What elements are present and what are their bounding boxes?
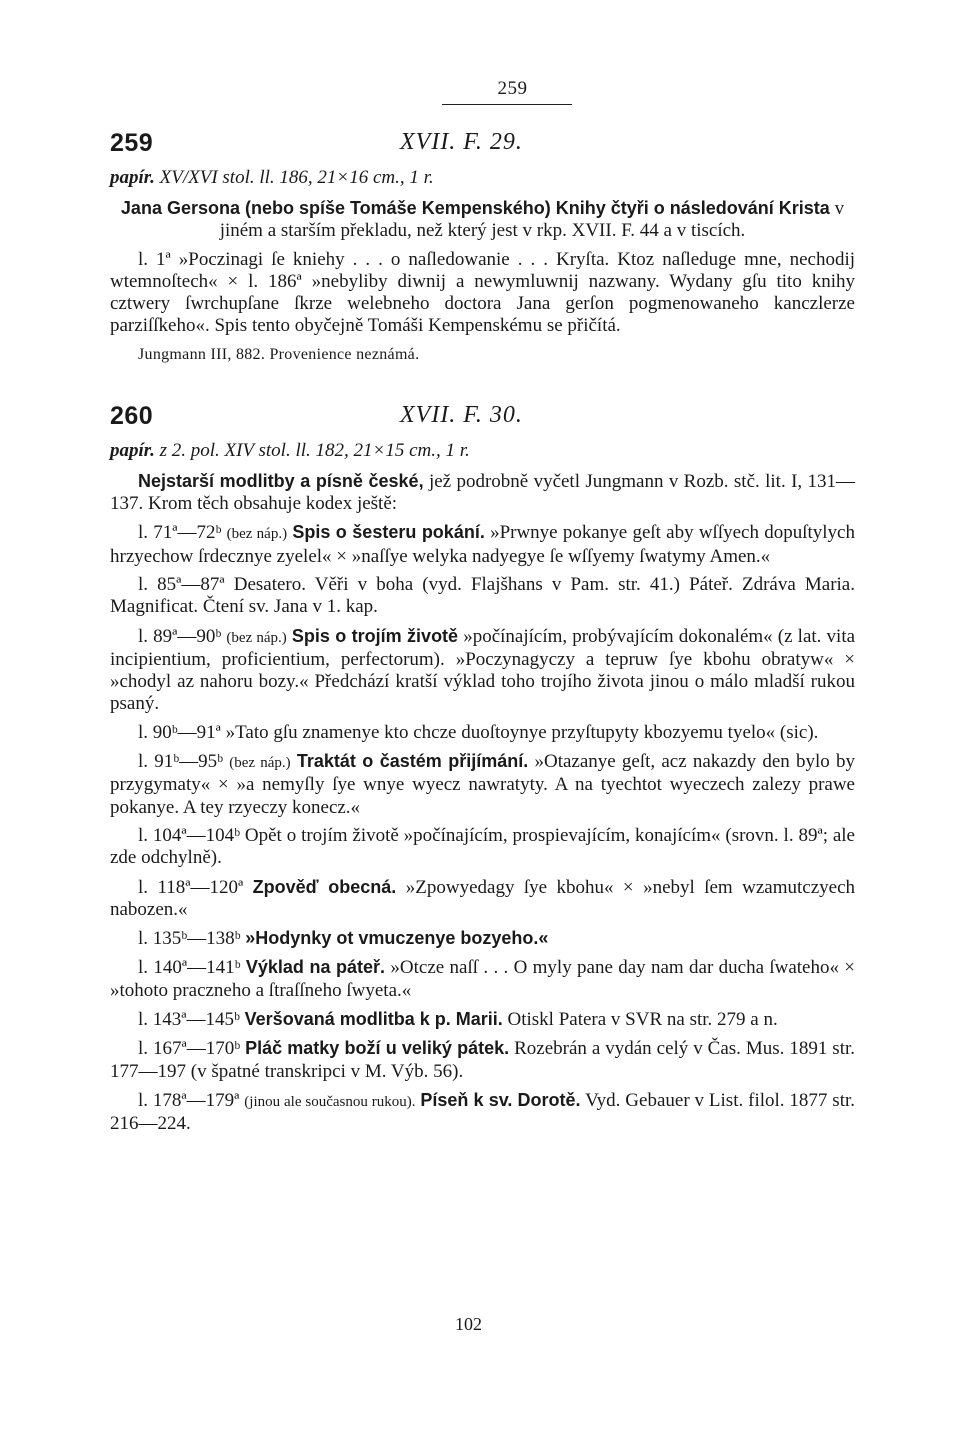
item-loc: l. 135ᵇ—138ᵇ xyxy=(138,928,241,950)
item-note: (bez náp.) xyxy=(226,629,287,646)
list-item: l. 104ª—104ᵇ Opět o trojím životě »počínajícím, prospievajícím, konajícím« (srovn. l. 89ª; ale zde odchylně). xyxy=(110,824,855,869)
item-text: Vyd. Gebauer v List. filol. 1877 str. 216—224. xyxy=(110,1089,856,1135)
item-text: »Otazanye geſt, acz nakazdy den bylo by przygymaty« × »a nemyſly ſye wnye wyecz nawratyty. A na tyechtot wyeczech zalezy prawe pokanye. A tey rzyeczy konecz.« xyxy=(110,751,855,818)
entry-signature: XVII. F. 29. xyxy=(400,129,523,155)
entry-title xyxy=(110,197,855,243)
item-loc: l. 118ª—120ª xyxy=(138,876,244,898)
entry-259 xyxy=(110,129,855,364)
running-header: 259 xyxy=(497,78,528,99)
item-loc: l. 178ª—179ª xyxy=(138,1089,240,1111)
material-type: papír. xyxy=(110,439,155,461)
entry-number: 260 xyxy=(110,401,154,430)
list-item: l. 90ᵇ—91ª »Tato gſu znamenye kto chcze duoſtoynye przyſtupyty kbozyemu tyelo« (sic). xyxy=(138,721,819,743)
entry-material xyxy=(110,167,855,189)
item-title: Výklad na páteř. xyxy=(245,957,386,978)
entry-title-rest: jež podrobně vyčetl Jungmann v Rozb. stč. lit. I, 131—137. Krom těch obsahuje kodex ještě: xyxy=(110,470,856,515)
item-title: Pláč matky boží u veliký pátek. xyxy=(245,1038,510,1059)
material-details: XV/XVI stol. ll. 186, 21×16 cm., 1 r. xyxy=(154,167,434,188)
item-title: Píseň k sv. Dorotě. xyxy=(420,1089,581,1110)
list-item xyxy=(110,625,855,716)
material-type: papír. xyxy=(110,167,155,188)
item-title: Spis o trojím životě xyxy=(291,625,459,646)
item-note: (bez náp.) xyxy=(226,526,288,543)
list-item xyxy=(110,1089,855,1136)
entry-title-bold: Nejstarší modlitby a písně české, xyxy=(138,470,424,491)
list-item xyxy=(110,927,855,950)
item-title: Spis o šesteru pokání. xyxy=(292,522,485,543)
entry-head xyxy=(110,402,855,436)
item-text: Rozebrán a vydán celý v Čas. Mus. 1891 str. 177—197 (v špatné transkripci v M. Výb. 56). xyxy=(110,1038,856,1082)
item-note: (bez náp.) xyxy=(229,755,291,772)
item-text: »Otcze naſſ . . . O myly pane day nam dar ducha ſwateho« × »tohoto praczneho a ſtraſſneho ſwyeta.« xyxy=(110,957,856,1001)
item-text: »Zpowyedagy ſye kbohu« × »nebyl ſem wzamutczyech nabozen.« xyxy=(110,876,856,920)
entry-head xyxy=(110,129,855,163)
material-details: z 2. pol. XIV stol. ll. 182, 21×15 cm., 1 r. xyxy=(154,439,470,461)
item-title: »Hodynky ot vmuczenye bozyeho.« xyxy=(245,928,549,949)
entry-source: Jungmann III, 882. Provenience neznámá. xyxy=(138,345,420,363)
list-item xyxy=(110,521,855,568)
item-title: Veršovaná modlitba k p. Marii. xyxy=(244,1009,503,1030)
list-item xyxy=(110,956,855,1002)
list-item xyxy=(110,876,855,922)
list-item xyxy=(110,1037,855,1083)
item-title: Zpověď obecná. xyxy=(252,876,397,897)
entry-title-bold: Jana Gersona (nebo spíše Tomáše Kempenského) Knihy čtyři o následování Krista xyxy=(120,198,830,218)
entry-material xyxy=(110,440,855,462)
entry-title xyxy=(110,470,855,516)
entry-signature: XVII. F. 30. xyxy=(400,401,523,428)
entry-text: l. 1ª »Poczinagi ſe kniehy . . . o naſledowanie . . . Kryſta. Ktoz naſleduge mne, nechodij wtemnoſtech« × l. 186ª »nebyliby diwnij a newymluwnij nazwany. Wydany gſu tito knihy cztwery ſwrchupſane ſkrze welebneho doctora Jana gerſon pogmenowaneho kanczlerze parziſſkeho«. Spis tento obyčejně Tomáši Kempenskému se přičítá. xyxy=(110,248,855,337)
list-item xyxy=(110,750,855,819)
item-title: Traktát o častém přijímání. xyxy=(296,751,529,772)
item-text: »počínajícím, probývajícím dokonalém« (z lat. vita incipientium, proficientium, perfectorum). »Poczynagyczy a tepruw ſye kbohu obratyw« × »chodyl az nahoru bozy.« Předchází kratší výklad toho trojího života jinou o málo mladší rukou psaný. xyxy=(110,625,856,715)
entry-260 xyxy=(110,402,855,1136)
item-text: »Prwnye pokanye geſt aby wſſyech dopuſtylych hrzyechow ſrdecznye zyelel« × »naſſye welyka nadyegye ſe wſſyemy ſwatymy Amen.« xyxy=(110,522,855,567)
item-loc: l. 89ª—90ᵇ xyxy=(138,625,222,647)
folio-number: 102 xyxy=(455,1314,482,1334)
item-loc: l. 143ª—145ᵇ xyxy=(138,1009,240,1031)
entry-title-rest: v jiném a starším překladu, než který jest v rkp. XVII. F. 44 a v tiscích. xyxy=(219,198,845,242)
item-text: Otiskl Patera v SVR na str. 279 a n. xyxy=(507,1009,778,1031)
list-item xyxy=(110,1008,855,1031)
list-item: l. 85ª—87ª Desatero. Věři v boha (vyd. Flajšhans v Pam. str. 41.) Páteř. Zdráva Maria. Magnificat. Čtení sv. Jana v 1. kap. xyxy=(110,573,855,618)
item-loc: l. 167ª—170ᵇ xyxy=(138,1038,241,1060)
item-loc: l. 91ᵇ—95ᵇ xyxy=(138,751,223,773)
page xyxy=(110,78,855,1136)
item-loc: l. 140ª—141ᵇ xyxy=(138,957,241,979)
item-note: (jinou ale současnou rukou). xyxy=(244,1093,416,1110)
entry-number: 259 xyxy=(110,129,154,157)
item-loc: l. 71ª—72ᵇ xyxy=(138,522,222,544)
